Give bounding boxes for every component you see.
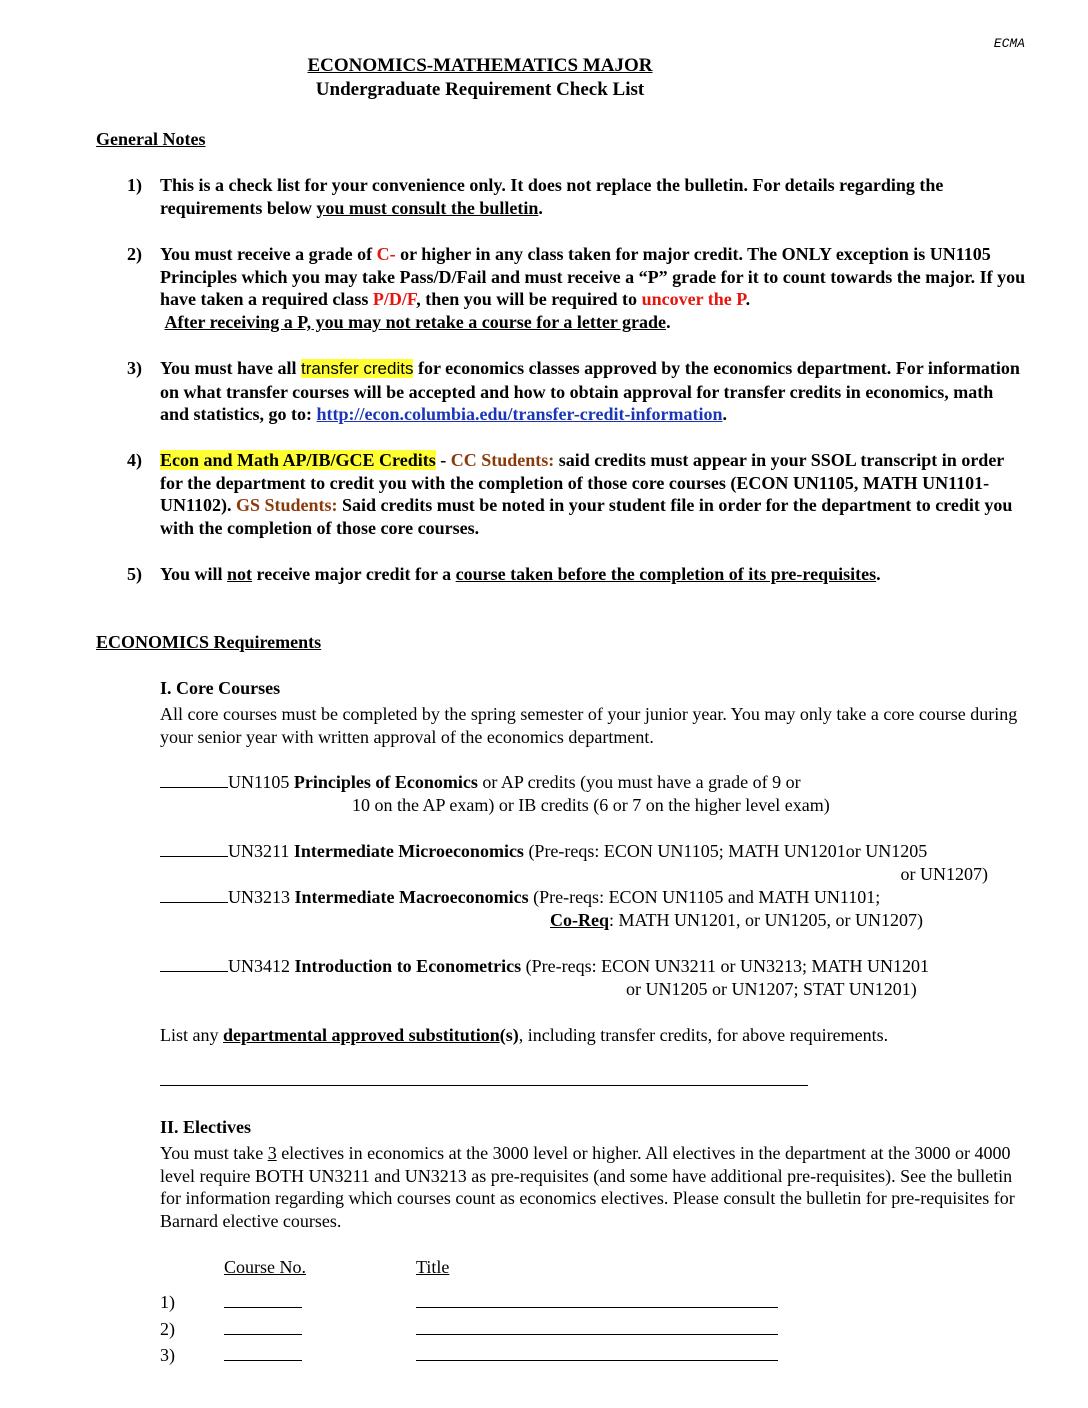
elective-row-3-title-line[interactable] bbox=[416, 1360, 778, 1361]
checkbox-line-un3412[interactable] bbox=[160, 971, 228, 972]
core-courses-intro: All core courses must be completed by the spring semester of your junior year. You may only take a core course during your senior year with written approval of the economics department. bbox=[160, 704, 1018, 747]
title-column-header: Title bbox=[416, 1257, 450, 1277]
uncover-p-text: uncover the P bbox=[641, 289, 746, 309]
note-4-number: 4) bbox=[127, 450, 142, 470]
no-retake-text: After receiving a P, you may not retake a course for a letter grade bbox=[164, 311, 667, 332]
electives-heading: II. Electives bbox=[160, 1117, 251, 1137]
core-course-un3211: UN3211 Intermediate Microeconomics (Pre-reqs: ECON UN1105; MATH UN1201or UN1205 bbox=[160, 840, 1040, 863]
substitution-line[interactable] bbox=[160, 1085, 808, 1086]
grade-c-minus: C- bbox=[376, 244, 396, 264]
transfer-credits-highlight: transfer credits bbox=[301, 359, 414, 378]
core-course-un1105: UN1105 Principles of Economics or AP credits (you must have a grade of 9 or bbox=[160, 771, 1040, 794]
note-1: This is a check list for your convenience only. It does not replace the bulletin. For details regarding the requirements below you must consult the bulletin. bbox=[160, 175, 944, 218]
page-subtitle: Undergraduate Requirement Check List bbox=[315, 79, 645, 100]
prereq-completion-text: course taken before the completion of its pre-requisites bbox=[455, 564, 877, 584]
ap-ib-gce-highlight: Econ and Math AP/IB/GCE Credits bbox=[160, 450, 436, 470]
checkbox-line-un3211[interactable] bbox=[160, 856, 228, 857]
elective-row-3-number: 3) bbox=[160, 1345, 175, 1365]
course-no-column-header: Course No. bbox=[224, 1257, 306, 1277]
economics-requirements-heading: ECONOMICS Requirements bbox=[96, 632, 322, 652]
consult-bulletin-text: you must consult the bulletin bbox=[316, 197, 539, 218]
elective-row-2-title-line[interactable] bbox=[416, 1334, 778, 1335]
note-3: You must have all transfer credits for economics classes approved by the economics department. For information on what transfer courses will be accepted and how to obtain approval for transfer credits in economics, math and statistics, go to: http://econ.columbia.edu/transfer-credit-information. bbox=[160, 358, 1020, 424]
core-courses-heading: I. Core Courses bbox=[160, 678, 281, 698]
checkbox-line-un1105[interactable] bbox=[160, 787, 228, 788]
elective-row-3-course-line[interactable] bbox=[224, 1360, 302, 1361]
elective-row-1-course-line[interactable] bbox=[224, 1307, 302, 1308]
electives-description: You must take 3 electives in economics at the 3000 level or higher. All electives in the department at the 3000 or 4000 level require BOTH UN3211 and UN3213 as pre-requisites (and some have additional pre-requisites). See the bulletin for information regarding which courses count as economics electives. Please consult the bulletin for pre-requisites for Barnard elective courses. bbox=[160, 1143, 1015, 1231]
elective-row-1-number: 1) bbox=[160, 1292, 175, 1312]
checkbox-line-un3213[interactable] bbox=[160, 902, 228, 903]
note-2-number: 2) bbox=[127, 244, 142, 264]
note-4: Econ and Math AP/IB/GCE Credits - CC Students: said credits must appear in your SSOL transcript in order for the department to credit you with the completion of those core courses (ECON UN1105, MATH UN1101-UN1102). GS Students: Said credits must be noted in your student file in order for the department to credit you with the completion of those core courses. bbox=[160, 450, 1013, 538]
note-5-number: 5) bbox=[127, 564, 142, 584]
cc-students-label: CC Students: bbox=[450, 450, 555, 470]
elective-row-2-number: 2) bbox=[160, 1319, 175, 1339]
note-5: You will not receive major credit for a course taken before the completion of its pre-requisites. bbox=[160, 564, 881, 584]
general-notes-heading: General Notes bbox=[96, 129, 206, 149]
core-course-un3213-cont: Co-Req: MATH UN1201, or UN1205, or UN1207) bbox=[550, 910, 923, 930]
note-3-number: 3) bbox=[127, 358, 142, 378]
substitution-instruction: List any departmental approved substitution(s), including transfer credits, for above requirements. bbox=[160, 1025, 889, 1045]
page-title: ECONOMICS-MATHEMATICS MAJOR bbox=[307, 55, 653, 76]
gs-students-label: GS Students: bbox=[236, 495, 338, 515]
document-tag: ECMA bbox=[993, 36, 1025, 51]
elective-row-2-course-line[interactable] bbox=[224, 1334, 302, 1335]
core-course-un1105-cont: 10 on the AP exam) or IB credits (6 or 7 on the higher level exam) bbox=[352, 795, 830, 815]
co-req-label: Co-Req bbox=[550, 910, 609, 930]
note-1-number: 1) bbox=[127, 175, 142, 195]
pdf-text: P/D/F bbox=[372, 289, 417, 309]
core-course-un3412-cont: or UN1205 or UN1207; STAT UN1201) bbox=[626, 979, 917, 999]
core-course-un3412: UN3412 Introduction to Econometrics (Pre-reqs: ECON UN3211 or UN3213; MATH UN1201 bbox=[160, 955, 1040, 978]
note-2: You must receive a grade of C- or higher in any class taken for major credit. The ONLY exception is UN1105 Principles which you may take Pass/D/Fail and must receive a “P” grade for it to count towards the major. If you have taken a required class P/D/F, then you will be required to uncover the P. After receiving a P, you may not retake a course for a letter grade. bbox=[160, 244, 1026, 332]
core-course-un3211-cont: or UN1207) bbox=[900, 864, 988, 884]
transfer-credit-link[interactable]: http://econ.columbia.edu/transfer-credit-information bbox=[316, 404, 723, 424]
core-course-un3213: UN3213 Intermediate Macroeconomics (Pre-reqs: ECON UN1105 and MATH UN1101; bbox=[160, 886, 1040, 909]
elective-row-1-title-line[interactable] bbox=[416, 1307, 778, 1308]
